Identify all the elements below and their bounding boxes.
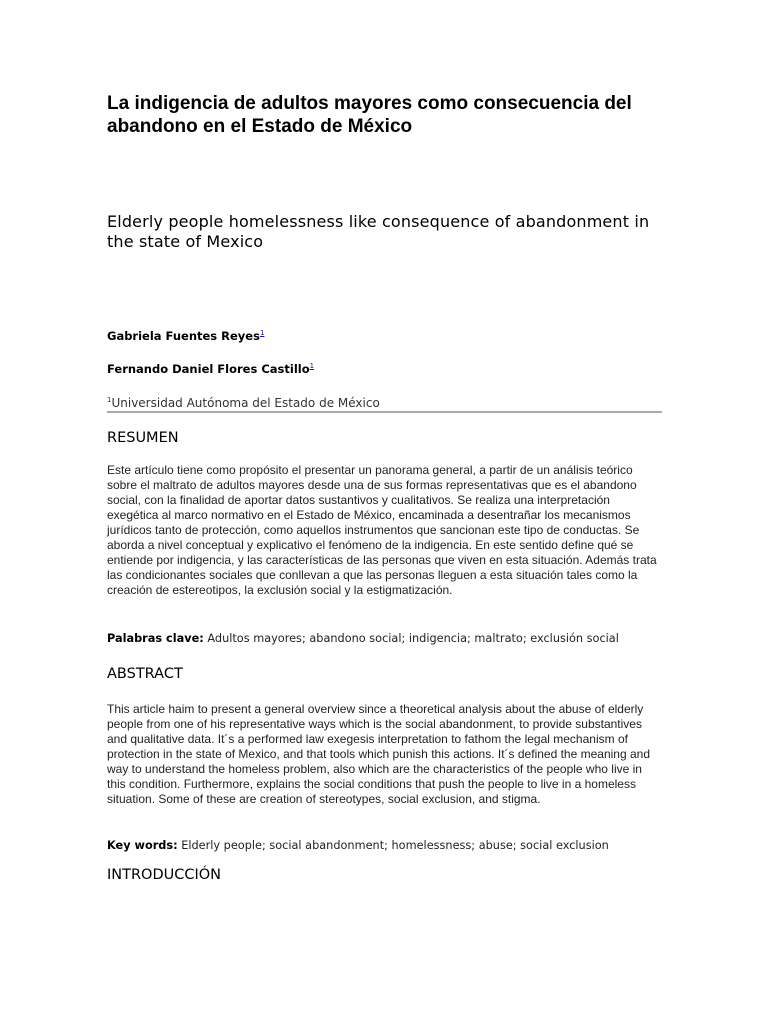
- key-words: [107, 839, 667, 853]
- abstract-heading: ABSTRACT: [107, 666, 183, 682]
- affiliation-footnote-link[interactable]: 1: [259, 329, 265, 338]
- resumen-paragraph: Este artículo tiene como propósito el presentar un panorama general, a partir de un análisis teórico sobre el maltrato de adultos mayores desde una de sus formas representativas que es el abandono social, con la finalidad de aportar datos sustantivos y cualitativos. Se realiza una interpretación exegética al marco normativo en el Estado de México, encaminada a desentrañar los mecanismos jurídicos tanto de protección, como aquellos instrumentos que sancionan este tipo de conductas. Se aborda a nivel conceptual y explicativo el fenómeno de la indigencia. En este sentido define qué se entiende por indigencia, y las características de las personas que viven en esta situación. Además trata las condicionantes sociales que conllevan a que las personas lleguen a esta situación tales como la creación de estereotipos, la exclusión social y la estigmatización.: [107, 463, 657, 597]
- author-name: [107, 329, 264, 343]
- author-name-text: Gabriela Fuentes Reyes: [107, 329, 260, 343]
- key-words-label: Key words:: [107, 839, 178, 852]
- palabras-clave-label: Palabras clave:: [107, 632, 204, 645]
- key-words-list: Elderly people; social abandonment; homelessness; abuse; social exclusion: [181, 839, 609, 852]
- affiliation-footnote-link[interactable]: 1: [309, 362, 315, 371]
- article-title: La indigencia de adultos mayores como consecuencia del abandono en el Estado de México: [107, 93, 632, 137]
- affiliation-text: Universidad Autónoma del Estado de México: [111, 396, 380, 410]
- author-name: [107, 362, 314, 376]
- article-subtitle-english: Elderly people homelessness like consequence of abandonment in the state of Mexico: [107, 212, 650, 251]
- author-affiliation: [107, 396, 662, 413]
- palabras-clave: [107, 632, 667, 646]
- palabras-clave-list: Adultos mayores; abandono social; indigencia; maltrato; exclusión social: [207, 632, 619, 645]
- introduccion-heading: INTRODUCCIÓN: [107, 867, 222, 883]
- affiliation-ref-mark: 1: [107, 396, 112, 404]
- resumen-heading: RESUMEN: [107, 430, 179, 446]
- author-name-text: Fernando Daniel Flores Castillo: [107, 362, 310, 376]
- abstract-paragraph: This article haim to present a general overview since a theoretical analysis about the abuse of elderly people from one of his representative ways which is the social abandonment, to provide substantives and qualitative data. It´s a performed law exegesis interpretation to fathom the legal mechanism of protection in the state of Mexico, and that tools which punish this actions. It´s defined the meaning and way to understand the homeless problem, also which are the characteristics of the people who live in this condition. Furthermore, explains the social conditions that push the people to live in a homeless situation. Some of these are creation of stereotypes, social exclusion, and stigma.: [107, 702, 650, 806]
